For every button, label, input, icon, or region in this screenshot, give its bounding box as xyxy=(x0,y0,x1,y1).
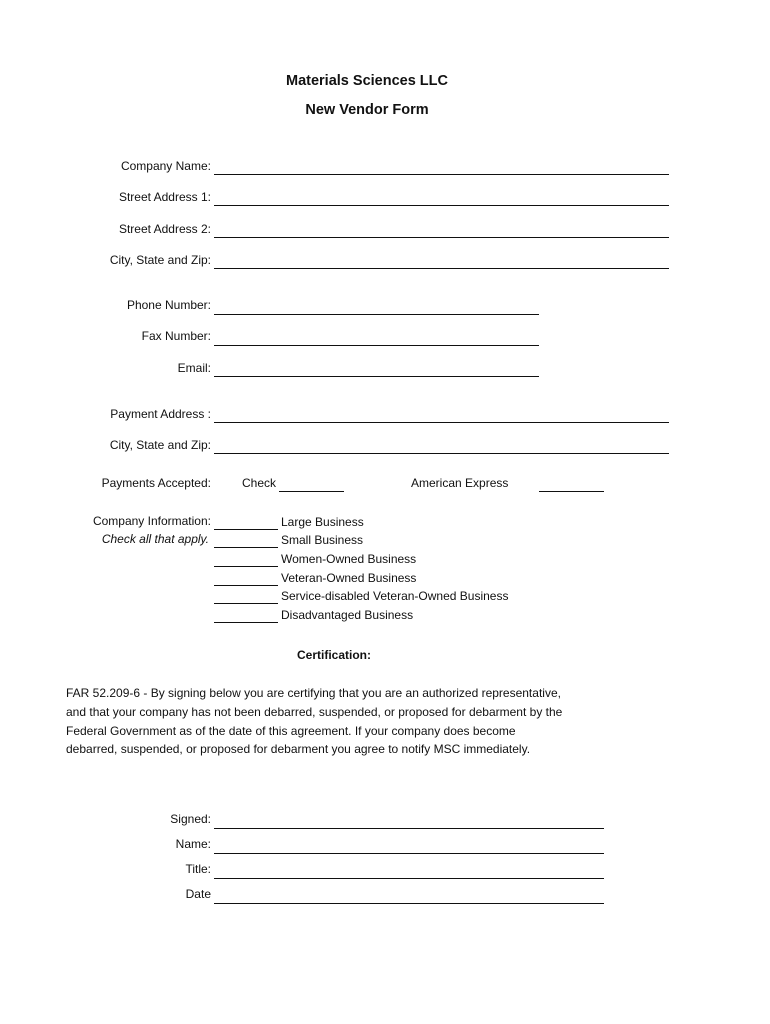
street-address-1-label: Street Address 1: xyxy=(118,190,211,204)
option-label: Disadvantaged Business xyxy=(281,608,414,622)
option-veteran-owned[interactable] xyxy=(214,570,534,586)
city-state-zip-label: City, State and Zip: xyxy=(109,253,211,267)
name-field[interactable] xyxy=(214,853,604,854)
option-label: Women-Owned Business xyxy=(281,552,417,566)
option-checkline[interactable] xyxy=(214,622,278,623)
certification-heading: Certification: xyxy=(296,648,371,662)
street-address-1-field[interactable] xyxy=(214,205,669,206)
title-label: Title: xyxy=(185,862,211,876)
street-address-2-field[interactable] xyxy=(214,237,669,238)
option-label: Veteran-Owned Business xyxy=(281,571,417,585)
payment-city-state-zip-field[interactable] xyxy=(214,453,669,454)
date-field[interactable] xyxy=(214,903,604,904)
city-state-zip-field[interactable] xyxy=(214,268,669,269)
signed-field[interactable] xyxy=(214,828,604,829)
option-small-business[interactable] xyxy=(214,532,534,548)
check-label: Check xyxy=(242,476,277,490)
email-label: Email: xyxy=(177,361,211,375)
street-address-2-label: Street Address 2: xyxy=(118,222,211,236)
check-field[interactable] xyxy=(279,491,344,492)
fax-number-field[interactable] xyxy=(214,345,539,346)
american-express-field[interactable] xyxy=(539,491,604,492)
certification-line: debarred, suspended, or proposed for debarment you agree to notify MSC immediately. xyxy=(66,742,531,757)
payment-address-label: Payment Address : xyxy=(110,407,211,421)
certification-line: FAR 52.209-6 - By signing below you are certifying that you are an authorized representative, xyxy=(66,686,561,700)
option-women-owned[interactable] xyxy=(214,551,534,567)
certification-line: and that your company has not been debarred, suspended, or proposed for debarment by the xyxy=(66,704,563,719)
company-information-label: Company Information: xyxy=(92,514,211,528)
name-label: Name: xyxy=(175,837,211,851)
certification-line: Federal Government as of the date of this agreement. If your company does become xyxy=(66,723,516,738)
option-label: Small Business xyxy=(281,533,364,547)
payments-accepted-label: Payments Accepted: xyxy=(101,476,211,490)
title-field[interactable] xyxy=(214,878,604,879)
company-name-label: Company Name: xyxy=(120,159,211,173)
option-checkline[interactable] xyxy=(214,529,278,530)
option-large-business[interactable] xyxy=(214,514,534,530)
certification-text xyxy=(66,684,611,759)
option-checkline[interactable] xyxy=(214,603,278,604)
option-label: Large Business xyxy=(281,515,364,529)
option-label: Service-disabled Veteran-Owned Business xyxy=(281,589,509,603)
date-label: Date xyxy=(185,887,211,901)
email-field[interactable] xyxy=(214,376,539,377)
payment-city-state-zip-label: City, State and Zip: xyxy=(109,438,211,452)
signed-label: Signed: xyxy=(170,812,211,826)
check-all-hint: Check all that apply. xyxy=(101,532,209,546)
phone-number-label: Phone Number: xyxy=(126,298,211,312)
company-name-field[interactable] xyxy=(214,174,669,175)
option-checkline[interactable] xyxy=(214,547,278,548)
option-disadvantaged[interactable] xyxy=(214,607,534,623)
form-title: New Vendor Form xyxy=(305,102,429,118)
phone-number-field[interactable] xyxy=(214,314,539,315)
payment-address-field[interactable] xyxy=(214,422,669,423)
option-service-disabled[interactable] xyxy=(214,588,534,604)
option-checkline[interactable] xyxy=(214,566,278,567)
fax-number-label: Fax Number: xyxy=(141,329,211,343)
american-express-label: American Express xyxy=(411,476,509,490)
option-checkline[interactable] xyxy=(214,585,278,586)
company-title: Materials Sciences LLC xyxy=(286,73,448,89)
